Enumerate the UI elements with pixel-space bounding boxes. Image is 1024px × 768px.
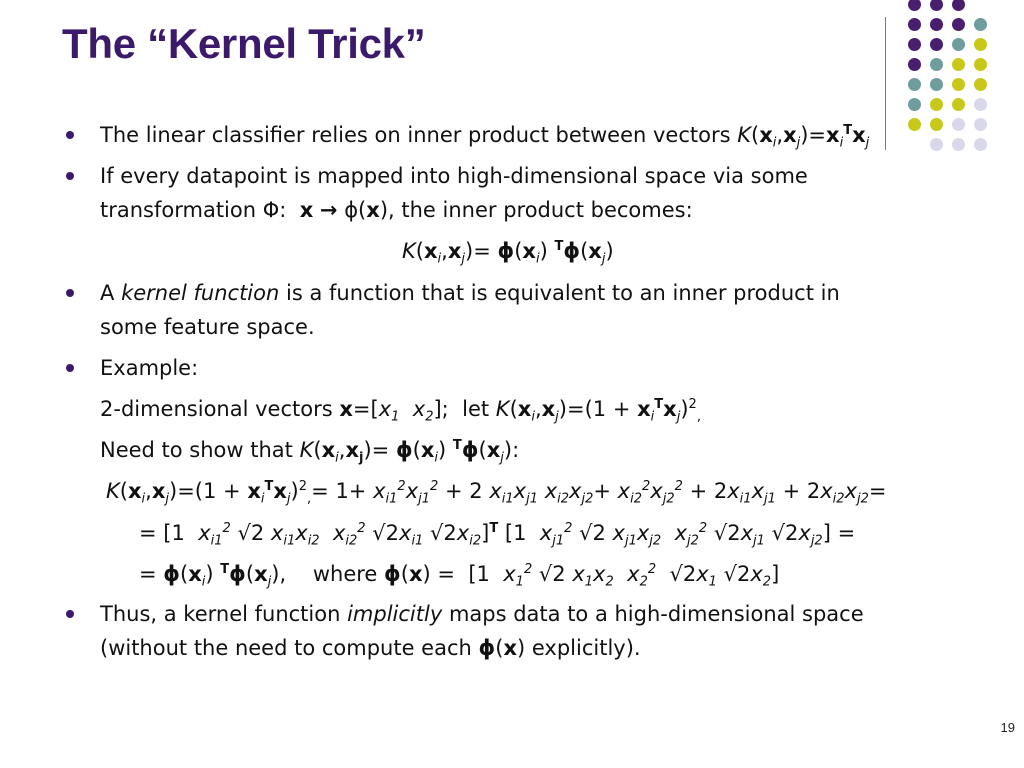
inner-product-becomes-text: , the inner product becomes: xyxy=(388,198,693,222)
bullet-5-text-after: maps data to a high-dimensional space xyxy=(448,602,864,626)
bullet-3-emphasis: kernel function xyxy=(121,281,280,305)
bullet-marker xyxy=(66,364,74,372)
bullet-3-text-continued: some feature space. xyxy=(100,315,315,339)
bullet-marker xyxy=(66,172,74,180)
bullet-5-line-1 xyxy=(100,601,864,627)
bullet-5-text: Thus, a kernel function xyxy=(100,602,341,626)
bullet-4-line xyxy=(100,355,198,381)
bullet-1-line xyxy=(100,122,870,151)
bullet-3-text-after: is a function that is equivalent to an inner product in xyxy=(286,281,840,305)
bullet-2-text-continued: transformation Φ: xyxy=(100,198,287,222)
bullet-4-text: Example: xyxy=(100,356,199,380)
need-to-show-formula: $K(x_i,x_j)= \phi(x_i)$ $^T\phi(x_j)$: xyxy=(299,438,520,466)
bullet-5-emphasis: implicitly xyxy=(347,602,443,626)
bullet-3-line-2 xyxy=(100,314,315,340)
kernel-phi-formula: $K(x_i,x_j)= \phi(x_i)$ $^T\phi(x_j)$ xyxy=(402,239,614,267)
example-vector-formula: $x=[x_1$ $x_2$]; let $K(x_i,x_j)=(1 + x_i^Tx_j)^2_,$ xyxy=(339,397,701,425)
example-vectors-line xyxy=(100,396,701,425)
bullet-marker xyxy=(66,289,74,297)
bullet-2-line-1 xyxy=(100,163,808,189)
bullet-5-line-2: (without the need to compute each ϕ(x) explicitly). xyxy=(100,636,641,660)
where-text: where xyxy=(312,562,378,586)
kernel-definition-formula: $K(x_i,x_j)=x_i^Tx_j$ xyxy=(737,123,870,151)
derivation-line-2: = [1 $x_{i1}^2$ √2 $x_{i1}x_{i2}$ $x_{i2}^2$ $√2x_{i1}$ $√2x_{i2}]^T$ [1 $x_{j1}^2$ √2 $x_{j1}x_{j2}$ $x_{j2}^2$ $√2x_{j1}$ $√2x_{j2}$] = xyxy=(139,521,856,549)
derivation-line-3: = $\phi(x_i)$ $^T\phi(x_j)$, where ϕ(x) = [1 $x_1^2$ √2 $x_1x_2$ $x_2^2$ $√2x_1$ $√2x_2$] xyxy=(139,562,780,590)
bullet-3-text: A xyxy=(100,281,115,305)
bullet-5-text-continued: (without the need to compute each xyxy=(100,636,472,660)
bullet-marker xyxy=(66,610,74,618)
bullet-2-line-2 xyxy=(100,197,693,223)
need-to-show-text: Need to show that xyxy=(100,438,293,462)
bullet-marker xyxy=(66,131,74,139)
slide-title: The “Kernel Trick” xyxy=(62,20,426,67)
bullet-1-text: The linear classifier relies on inner product between vectors xyxy=(100,123,731,147)
derivation-line-1: $K(x_i,x_j)=(1 + x_i^Tx_j)^2_,= 1+ x_{i1}^2x_{j1}^2 + 2$ $x_{i1}x_{j1}$ $x_{i2}x_{j2}+ x_{i2}^2x_{j2}^2 + 2x_{i1}x_{j1} + 2x_{i2}x_{j2}=$ xyxy=(106,479,887,507)
example-vectors-text: 2-dimensional vectors xyxy=(100,397,333,421)
need-to-show-line xyxy=(100,437,520,466)
mapping-formula: x → ϕ(x) xyxy=(299,198,389,222)
page-number: 19 xyxy=(1000,720,1015,735)
bullet-3-line-1 xyxy=(100,280,840,306)
bullet-2-text: If every datapoint is mapped into high-dimensional space via some xyxy=(100,164,808,188)
explicitly-text: ) explicitly). xyxy=(517,636,641,660)
